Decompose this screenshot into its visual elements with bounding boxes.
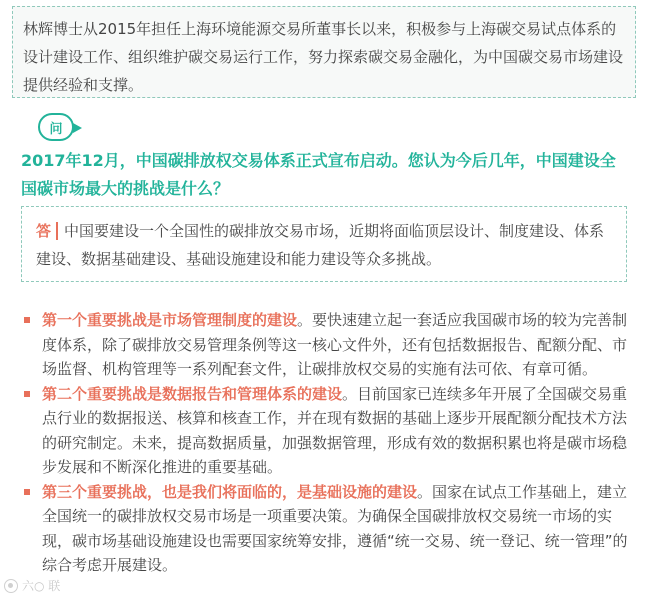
answer-text: 中国要建设一个全国性的碳排放交易市场，近期将面临顶层设计、制度建设、体系建设、数据基础建设、基础设施建设和能力建设等众多挑战。 [36, 222, 605, 268]
challenge-lead: 第二个重要挑战是数据报告和管理体系的建设 [42, 384, 343, 403]
challenge-item [24, 308, 636, 382]
answer-badge: 答 [36, 222, 58, 240]
challenge-item [24, 382, 636, 480]
intro-text: 林辉博士从2015年担任上海环境能源交易所董事长以来，积极参与上海碳交易试点体系的设计建设工作、组织维护碳交易运行工作，努力探索碳交易金融化，为中国碳交易市场建设提供经验和支撑。 [23, 20, 624, 94]
bullet-icon [24, 489, 30, 495]
challenge-lead: 第三个重要挑战，也是我们将面临的，是基础设施的建设 [42, 482, 418, 501]
watermark-text: 六○ 联 [22, 579, 61, 593]
challenge-body: 。目前国家已连续多年开展了全国碳交易重点行业的数据报送、核算和核查工作，并在现有数据的基础上逐步开展配额分配技术方法的研究制定。未来，提高数据质量，加强数据管理，形成有效的数据积累也将是碳市场稳步发展和不断深化推进的重要基础。 [42, 384, 628, 476]
bullet-icon [24, 391, 30, 397]
answer-box [21, 206, 627, 282]
challenge-item [24, 480, 636, 578]
weibo-icon [4, 579, 18, 593]
challenge-lead: 第一个重要挑战是市场管理制度的建设 [42, 311, 298, 329]
question-badge [38, 113, 74, 141]
question-text: 2017年12月，中国碳排放权交易体系正式宣布启动。您认为今后几年，中国建设全国碳市场最大的挑战是什么？ [21, 151, 616, 198]
intro-box [12, 6, 636, 98]
bullet-icon [24, 317, 30, 323]
challenge-body: 。要快速建立起一套适应我国碳市场的较为完善制度体系，除了碳排放交易管理条例等这一核心文件外，还有包括数据报告、配额分配、市场监督、机构管理等一系列配套文件，让碳排放权交易的实施有法可依、有章可循。 [42, 311, 628, 378]
challenge-body: 。国家在试点工作基础上，建立全国统一的碳排放权交易市场是一项重要决策。为确保全国碳排放权交易统一市场的实现，碳市场基础设施建设也需要国家统筹安排，遵循“统一交易、统一登记、统一管理”的综合考虑开展建设。 [42, 482, 628, 574]
watermark [4, 577, 60, 594]
challenge-list [24, 308, 636, 578]
question-badge-label: 问 [49, 121, 63, 137]
